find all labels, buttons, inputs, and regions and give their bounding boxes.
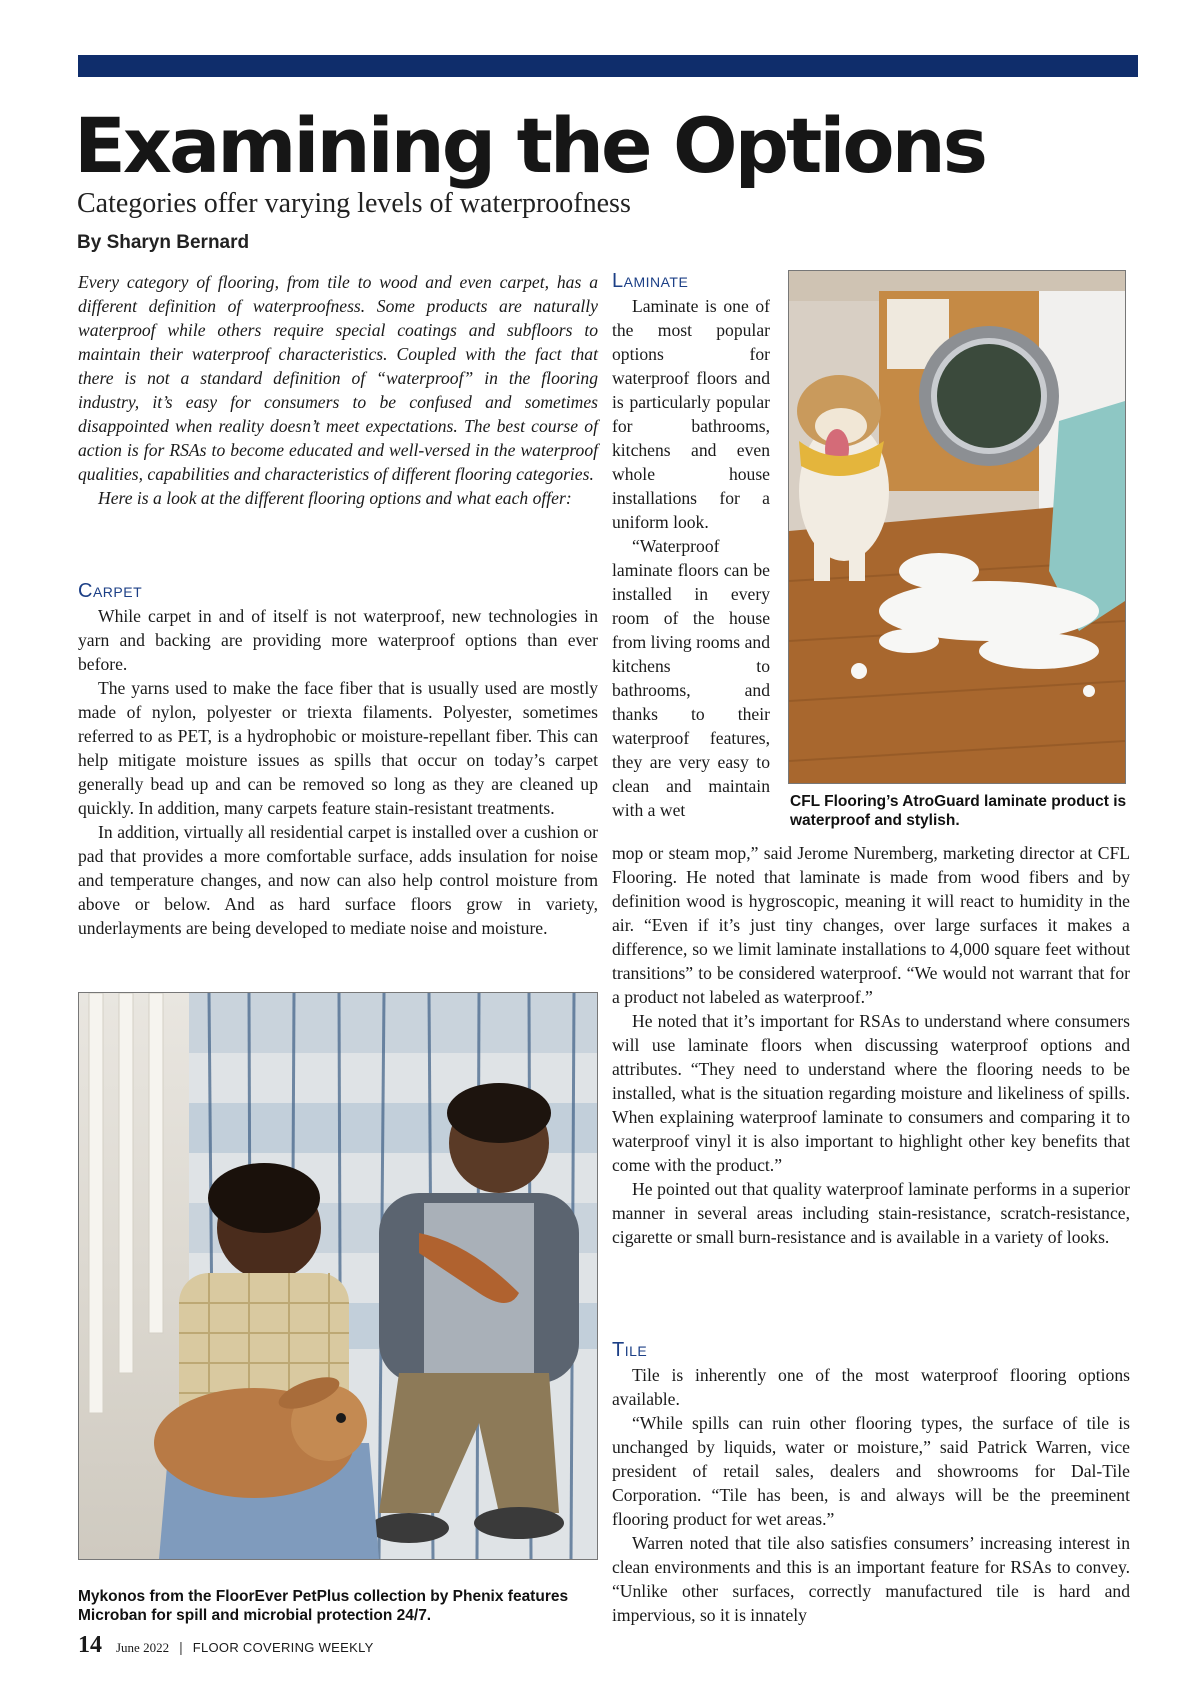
carpet-section	[78, 578, 598, 940]
intro-paragraph: Every category of flooring, from tile to wood and even carpet, has a different definition of waterproofness. Some products are naturally waterproof while others require special coatings and subfloors to maintain their waterproof characteristics. Coupled with the fact that there is not a standard definition of “waterproof” in the flooring industry, it’s easy for consumers to be confused and sometimes disappointed when reality doesn’t meet expectations. The best course of action is for RSAs to become educated and well-versed in the waterproof qualities, capabilities and characteristics of different flooring categories.	[78, 272, 598, 484]
laminate-photo	[788, 270, 1126, 784]
body-paragraph: The yarns used to make the face fiber that is usually used are mostly made of nylon, polyester or triexta filaments. Polyester, sometimes referred to as PET, is a hydrophobic or moisture-repellant fiber. This can help mitigate moisture issues as spills that occur on today’s carpet generally bead up and can be removed so long as they are cleaned up quickly. In addition, many carpets feature stain-resistant treatments.	[78, 678, 598, 818]
page-footer	[78, 1632, 374, 1659]
issue-date: June 2022	[116, 1640, 170, 1655]
article-title: Examining the Options	[74, 101, 985, 190]
body-paragraph: He pointed out that quality waterproof laminate performs in a superior manner in several areas including stain-resistance, scratch-resistance, cigarette or small burn-resistance and is available in a variety of looks.	[612, 1179, 1130, 1247]
laminate-photo-illustration	[789, 271, 1125, 783]
caption-laminate-photo: CFL Flooring’s AtroGuard laminate product is waterproof and stylish.	[790, 793, 1127, 829]
byline: By Sharyn Bernard	[77, 232, 250, 253]
footer-separator: |	[179, 1639, 183, 1655]
article-subtitle: Categories offer varying levels of waterproofness	[77, 188, 631, 219]
left-column	[78, 270, 598, 510]
section-heading-carpet: Carpet	[78, 580, 143, 602]
caption-stairs-photo: Mykonos from the FloorEver PetPlus collection by Phenix features Microban for spill and microbial protection 24/7.	[78, 1588, 569, 1624]
page-number: 14	[78, 1632, 102, 1658]
body-paragraph: In addition, virtually all residential carpet is installed over a cushion or pad that provides a more comfortable surface, adds insulation for noise and temperature changes, and now can also help control moisture from above or below. And as hard surface floors grow in variety, underlayments are being developed to mediate noise and moisture.	[78, 822, 598, 938]
section-heading-tile: Tile	[612, 1339, 648, 1361]
laminate-wide-column	[612, 841, 1130, 1249]
publication-name: FLOOR COVERING WEEKLY	[192, 1640, 374, 1655]
stairs-photo	[78, 992, 598, 1560]
body-paragraph: Tile is inherently one of the most waterproof flooring options available.	[612, 1365, 1130, 1409]
top-accent-bar	[78, 55, 1138, 77]
body-paragraph: He noted that it’s important for RSAs to understand where consumers will use laminate floors when discussing waterproof options and attributes. “They need to understand where the flooring needs to be installed, what is the situation regarding moisture and likeliness of spills. When explaining waterproof laminate to consumers and comparing it to waterproof vinyl it is also important to highlight other key benefits that come with the product.”	[612, 1011, 1130, 1175]
stairs-photo-illustration	[79, 993, 597, 1559]
body-paragraph: mop or steam mop,” said Jerome Nuremberg, marketing director at CFL Flooring. He noted that laminate is made from wood fibers and by definition wood is hygroscopic, meaning it will react to humidity in the air. “Even if it’s just tiny changes, over large surfaces it makes a difference, so we limit laminate installations to 4,000 square feet without transitions” to be considered waterproof. “We would not warrant that for a product not labeled as waterproof.”	[612, 843, 1130, 1007]
laminate-narrow-column	[612, 268, 770, 822]
body-paragraph: Laminate is one of the most popular options for waterproof floors and is particularly popular for bathrooms, kitchens and even whole house installations for a uniform look.	[612, 296, 770, 532]
body-paragraph: While carpet in and of itself is not waterproof, new technologies in yarn and backing are providing more waterproof options than ever before.	[78, 606, 598, 674]
intro-paragraph: Here is a look at the different flooring options and what each offer:	[98, 488, 572, 508]
body-paragraph: Warren noted that tile also satisfies consumers’ increasing interest in clean environments and this is an important feature for RSAs to convey. “Unlike other surfaces, correctly manufactured tile is hard and impervious, so it is innately	[612, 1533, 1130, 1625]
tile-section	[612, 1337, 1130, 1627]
body-paragraph: “Waterproof laminate floors can be installed in every room of the house from living rooms and kitchens to bathrooms, and thanks to their waterproof features, they are very easy to clean and maintain with a wet	[612, 536, 770, 820]
body-paragraph: “While spills can ruin other flooring types, the surface of tile is unchanged by liquids, water or moisture,” said Patrick Warren, vice president of retail sales, dealers and showrooms for Dal-Tile Corporation. “Tile has been, is and always will be the preeminent flooring product for wet areas.”	[612, 1413, 1130, 1529]
section-heading-laminate: Laminate	[612, 270, 689, 292]
